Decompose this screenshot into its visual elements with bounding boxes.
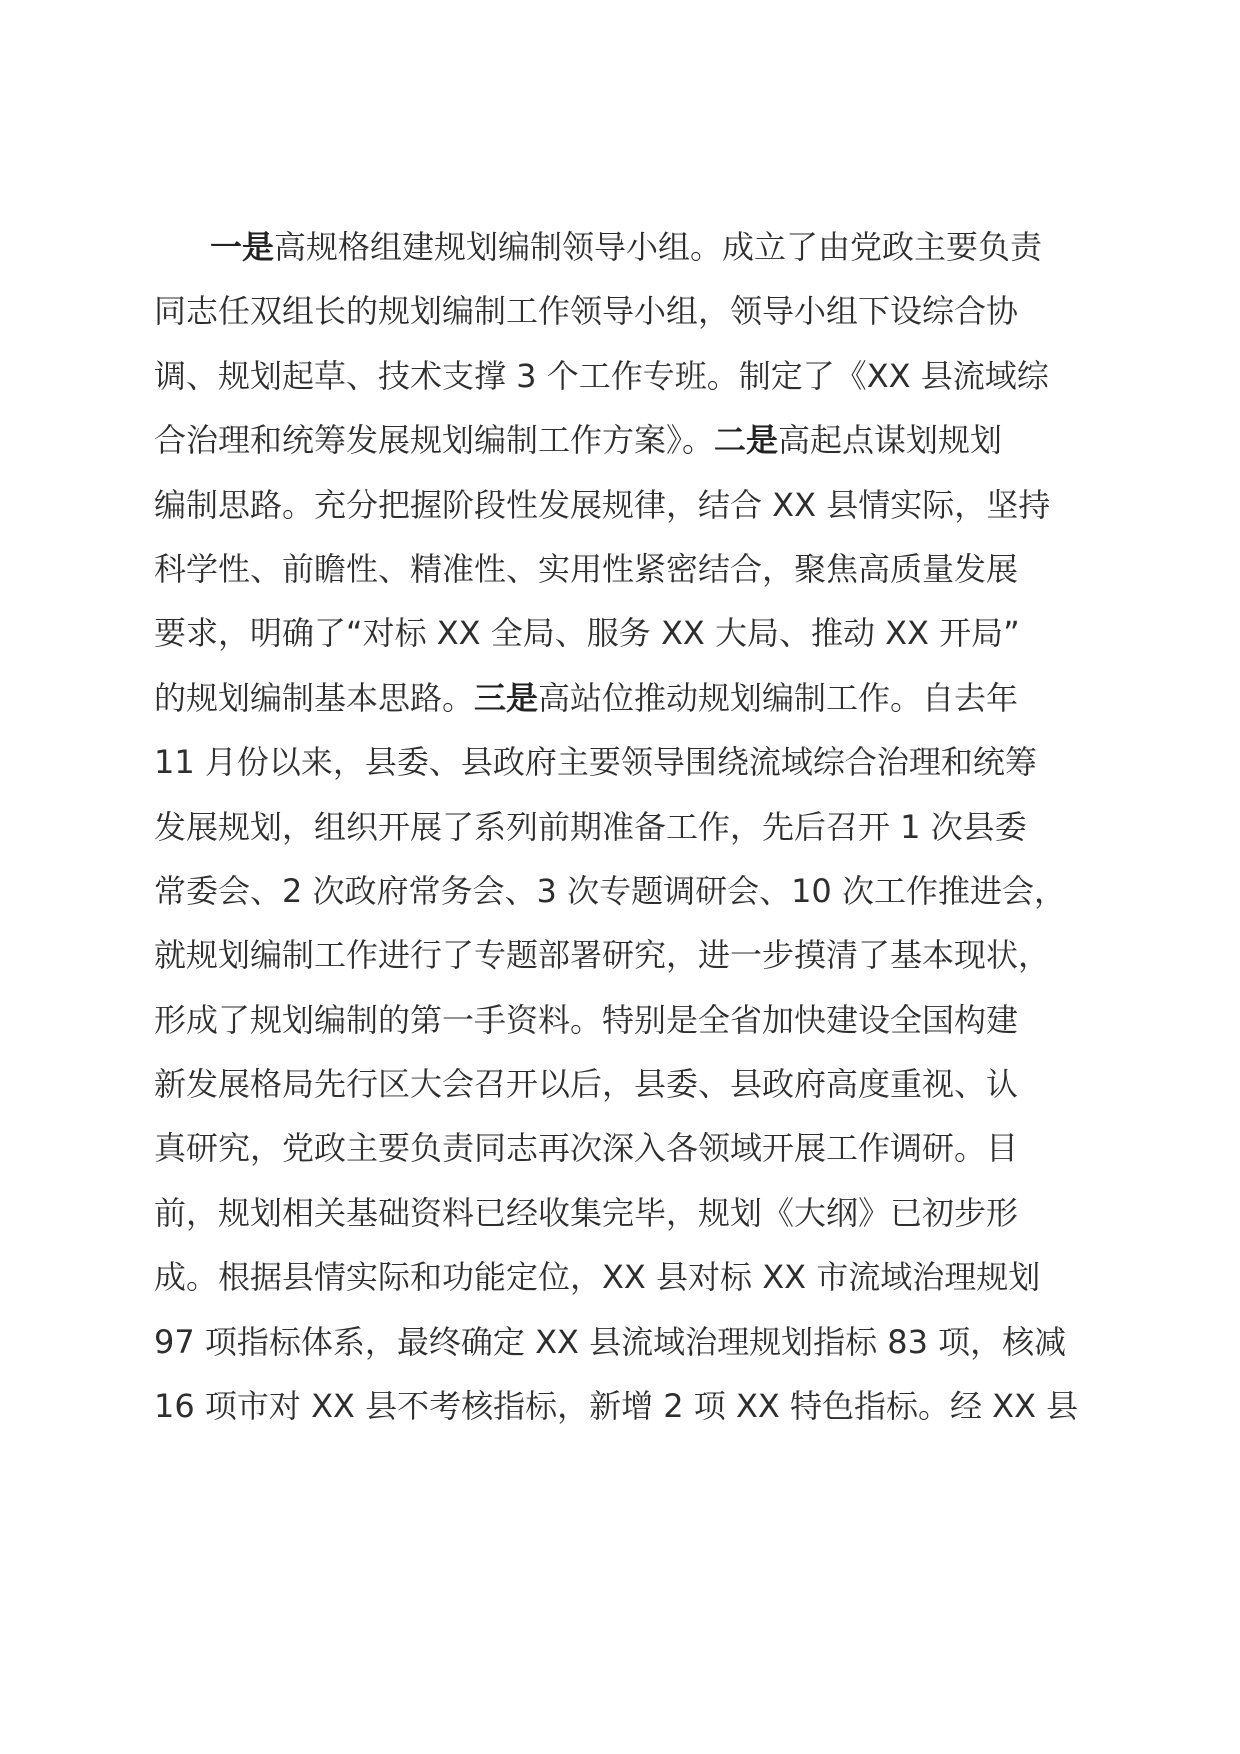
text-line-1 xyxy=(154,215,1094,279)
text-segment: 发展规划，组织开展了系列前期准备工作，先后召开 1 次县委 xyxy=(154,807,1027,846)
text-line-17 xyxy=(154,1245,1094,1309)
text-segment: 合治理和统筹发展规划编制工作方案》。 xyxy=(154,421,715,460)
text-line-9 xyxy=(154,730,1094,794)
text-line-7 xyxy=(154,601,1094,665)
text-line-8 xyxy=(154,666,1094,730)
text-segment: 新发展格局先行区大会召开以后，县委、县政府高度重视、认 xyxy=(154,1065,1019,1104)
text-line-3 xyxy=(154,344,1094,408)
text-segment: 科学性、前瞻性、精准性、实用性紧密结合，聚焦高质量发展 xyxy=(154,549,1019,588)
text-segment: 编制思路。充分把握阶段性发展规律，结合 XX 县情实际，坚持 xyxy=(154,485,1051,524)
text-segment: 16 项市对 XX 县不考核指标，新增 2 项 XX 特色指标。经 XX 县 xyxy=(154,1387,1079,1426)
text-line-6 xyxy=(154,537,1094,601)
body-paragraph xyxy=(154,215,1094,1438)
text-segment: 就规划编制工作进行了专题部署研究，进一步摸清了基本现状， xyxy=(154,936,1051,975)
text-line-12 xyxy=(154,923,1094,987)
text-segment: 调、规划起草、技术支撑 3 个工作专班。制定了《XX 县流域综 xyxy=(154,356,1049,395)
text-segment: 11 月份以来，县委、县政府主要领导围绕流域综合治理和统筹 xyxy=(154,743,1037,782)
text-segment: 常委会、2 次政府常务会、3 次专题调研会、10 次工作推进会， xyxy=(154,871,1066,910)
text-segment: 形成了规划编制的第一手资料。特别是全省加快建设全国构建 xyxy=(154,1000,1019,1039)
text-line-2 xyxy=(154,279,1094,343)
text-line-13 xyxy=(154,988,1094,1052)
text-segment: 前，规划相关基础资料已经收集完毕，规划《大纲》已初步形 xyxy=(154,1193,1019,1232)
text-segment: 的规划编制基本思路。 xyxy=(154,678,475,717)
text-line-19 xyxy=(154,1374,1094,1438)
text-line-10 xyxy=(154,795,1094,859)
text-line-15 xyxy=(154,1116,1094,1180)
text-line-5 xyxy=(154,473,1094,537)
text-segment: 同志任双组长的规划编制工作领导小组，领导小组下设综合协 xyxy=(154,292,1019,331)
text-segment: 成。根据县情实际和功能定位，XX 县对标 XX 市流域治理规划 xyxy=(154,1258,1041,1297)
emphasis-yi-shi: 一是 xyxy=(210,228,275,266)
text-segment: 97 项指标体系，最终确定 XX 县流域治理规划指标 83 项，核减 xyxy=(154,1322,1067,1361)
text-segment: 高站位推动规划编制工作。自去年 xyxy=(538,678,1019,717)
text-line-14 xyxy=(154,1052,1094,1116)
text-line-18 xyxy=(154,1310,1094,1374)
text-line-16 xyxy=(154,1181,1094,1245)
emphasis-er-shi: 二是 xyxy=(714,421,779,460)
text-segment: 高起点谋划规划 xyxy=(778,421,1003,460)
text-segment: 要求，明确了“对标 XX 全局、服务 XX 大局、推动 XX 开局” xyxy=(154,614,1020,653)
emphasis-san-shi: 三是 xyxy=(474,678,539,717)
text-segment: 高规格组建规划编制领导小组。成立了由党政主要负责 xyxy=(274,228,1043,266)
text-line-11 xyxy=(154,859,1094,923)
text-line-4 xyxy=(154,408,1094,472)
text-segment: 真研究，党政主要负责同志再次深入各领域开展工作调研。目 xyxy=(154,1129,1019,1168)
